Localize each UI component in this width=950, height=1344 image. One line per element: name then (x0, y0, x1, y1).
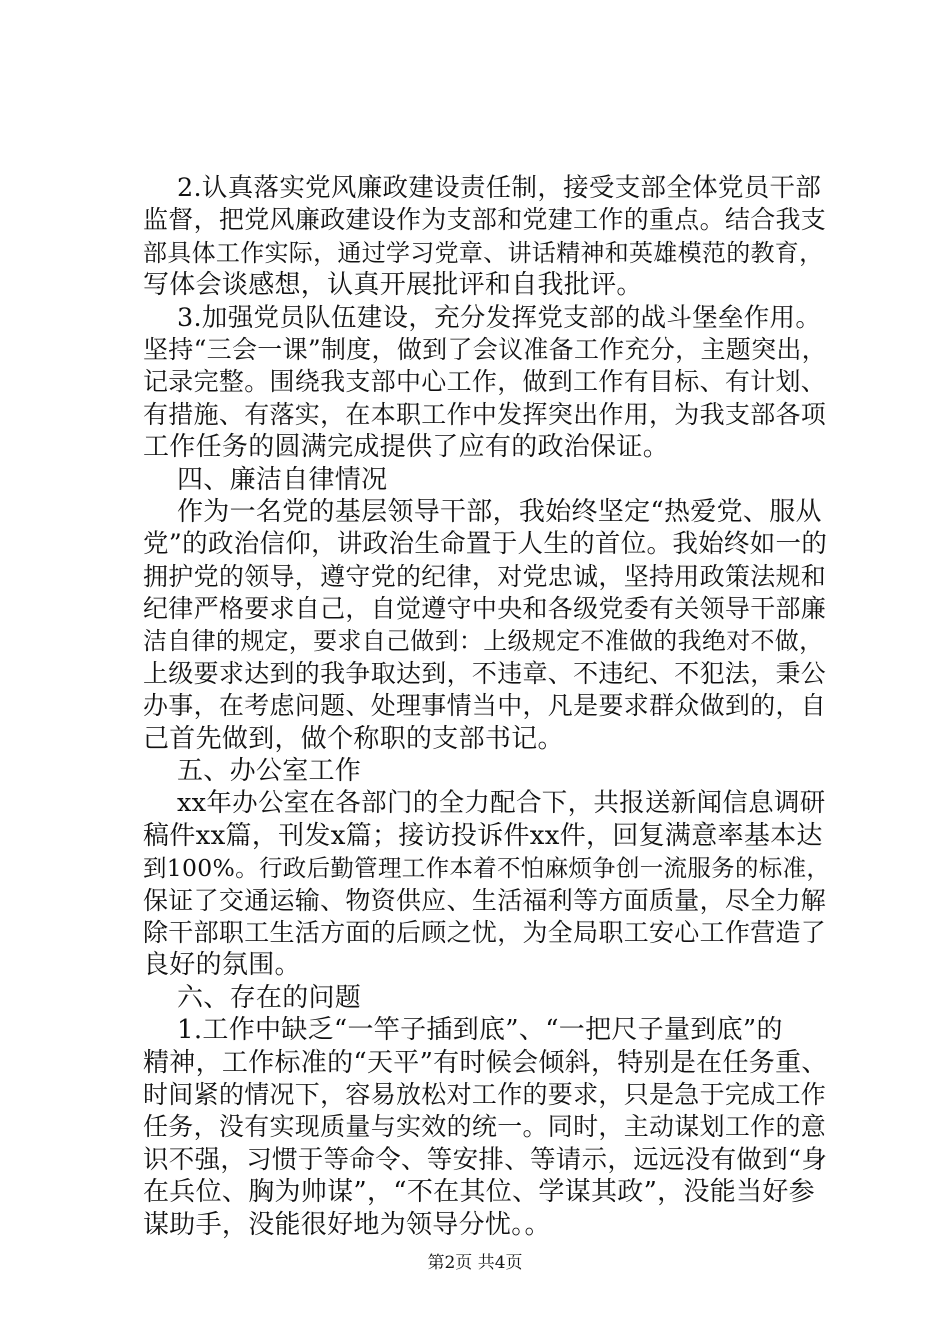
text-line: 谋助手，没能很好地为领导分忧。。 (143, 1209, 551, 1240)
text-line: 工作任务的圆满完成提供了应有的政治保证。 (143, 432, 670, 463)
text-line: 精神，工作标准的“天平”有时候会倾斜，特别是在任务重、 (143, 1047, 828, 1078)
text-line: 时间紧的情况下，容易放松对工作的要求，只是急于完成工作 (143, 1079, 827, 1109)
text-line: 坚持“三会一课”制度，做到了会议准备工作充分，主题突出， (143, 334, 827, 364)
text-line: 有措施、有落实，在本职工作中发挥突出作用，为我支部各项 (143, 399, 827, 429)
text-line: 写体会谈感想，认真开展批评和自我批评。 (143, 270, 643, 301)
text-line: 作为一名党的基层领导干部，我始终坚定“热爱党、服从 (177, 496, 822, 527)
document-body (143, 172, 833, 1241)
text-line: 四、廉洁自律情况 (177, 464, 388, 495)
text-line: 在兵位、胸为帅谋”，“不在其位、学谋其政”，没能当好参 (143, 1177, 815, 1208)
page-footer (0, 1248, 950, 1273)
text-line: 记录完整。围绕我支部中心工作，做到工作有目标、有计划、 (143, 367, 827, 397)
text-line: 除干部职工生活方面的后顾之忧，为全局职工安心工作营造了 (143, 917, 827, 947)
text-line: 上级要求达到的我争取达到，不违章、不违纪、不犯法，秉公 (143, 658, 827, 688)
text-line: 1.工作中缺乏“一竿子插到底”、“一把尺子量到底”的 (177, 1015, 783, 1046)
text-line: 部具体工作实际，通过学习党章、讲话精神和英雄模范的教育， (143, 238, 824, 267)
text-line: xx年办公室在各部门的全力配合下，共报送新闻信息调研 (177, 788, 826, 819)
text-line: 保证了交通运输、物资供应、生活福利等方面质量，尽全力解 (143, 885, 827, 915)
text-line: 洁自律的规定，要求自己做到：上级规定不准做的我绝对不做， (143, 627, 824, 656)
text-line: 五、办公室工作 (177, 756, 362, 787)
text-line: 任务，没有实现质量与实效的统一。同时，主动谋划工作的意 (143, 1112, 827, 1142)
text-line: 到100%。行政后勤管理工作本着不怕麻烦争创一流服务的标准， (143, 854, 831, 883)
text-line: 党”的政治信仰，讲政治生命置于人生的首位。我始终如一的 (143, 529, 828, 560)
page-number-text: 第2页 共4页 (427, 1253, 523, 1273)
text-line: 识不强，习惯于等命令、等安排、等请示，远远没有做到“身 (143, 1144, 828, 1175)
text-line: 良好的氛围。 (143, 950, 301, 981)
text-line: 监督，把党风廉政建设作为支部和党建工作的重点。结合我支 (143, 205, 827, 235)
text-line: 六、存在的问题 (177, 982, 362, 1013)
text-line: 办事，在考虑问题、处理事情当中，凡是要求群众做到的，自 (143, 691, 827, 721)
text-line: 2.认真落实党风廉政建设责任制，接受支部全体党员干部 (177, 173, 822, 203)
text-line: 己首先做到，做个称职的支部书记。 (143, 723, 564, 754)
text-line: 纪律严格要求自己，自觉遵守中央和各级党委有关领导干部廉 (143, 594, 827, 624)
text-line: 3.加强党员队伍建设，充分发挥党支部的战斗堡垒作用。 (177, 302, 822, 333)
text-line: 稿件xx篇，刊发x篇；接访投诉件xx件，回复满意率基本达 (143, 820, 823, 851)
text-line: 拥护党的领导，遵守党的纪律，对党忠诚，坚持用政策法规和 (143, 561, 827, 591)
